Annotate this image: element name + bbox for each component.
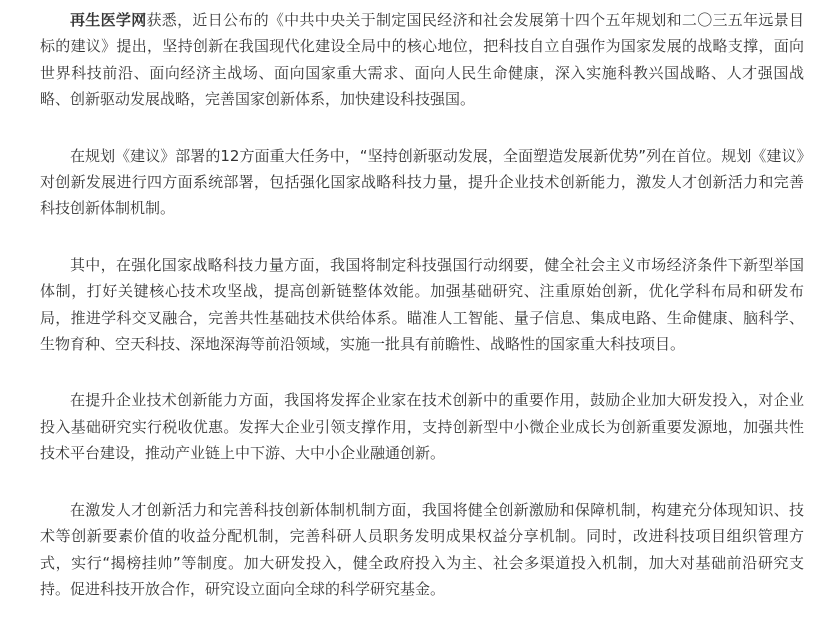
paragraph-strategic-strength: 其中，在强化国家战略科技力量方面，我国将制定科技强国行动纲要，健全社会主义市场经济条件下新型举国体制，打好关键核心技术攻坚战，提高创新链整体效能。加强基础研究、注重原始创新，优化学科布局和研发布局，推进学科交叉融合，完善共性基础技术供给体系。瞄准人工智能、量子信息、集成电路、生命健康、脑科学、生物育种、空天科技、深地深海等前沿领域，实施一批具有前瞻性、战略性的国家重大科技项目。: [40, 255, 804, 354]
paragraph-enterprise-innovation: 在提升企业技术创新能力方面，我国将发挥企业家在技术创新中的重要作用，鼓励企业加大研发投入，对企业投入基础研究实行税收优惠。发挥大企业引领支撑作用，支持创新型中小微企业成长为创新重要发源地，加强共性技术平台建设，推动产业链上中下游、大中小企业融通创新。: [40, 391, 804, 463]
paragraph-intro: [40, 7, 804, 113]
paragraph-tasks: 在规划《建议》部署的12方面重大任务中，“坚持创新驱动发展，全面塑造发展新优势”列在首位。规划《建议》对创新发展进行四方面系统部署，包括强化国家战略科技力量，提升企业技术创新能力，激发人才创新活力和完善科技创新体制机制。: [40, 146, 804, 218]
paragraph-talent-mechanism: 在激发人才创新活力和完善科技创新体制机制方面，我国将健全创新激励和保障机制，构建充分体现知识、技术等创新要素价值的收益分配机制，完善科研人员职务发明成果权益分享机制。同时，改进科技项目组织管理方式，实行“揭榜挂帅”等制度。加大研发投入，健全政府投入为主、社会多渠道投入机制，加大对基础前沿研究支持。促进科技开放合作，研究设立面向全球的科学研究基金。: [40, 500, 804, 598]
source-name: 再生医学网: [70, 11, 147, 29]
paragraph-intro-text: 获悉，近日公布的《中共中央关于制定国民经济和社会发展第十四个五年规划和二〇三五年远景目标的建议》提出，坚持创新在我国现代化建设全局中的核心地位，把科技自立自强作为国家发展的战略支撑，面向世界科技前沿、面向经济主战场、面向国家重大需求、面向人民生命健康，深入实施科教兴国战略、人才强国战略、创新驱动发展战略，完善国家创新体系，加快建设科技强国。: [40, 11, 804, 109]
